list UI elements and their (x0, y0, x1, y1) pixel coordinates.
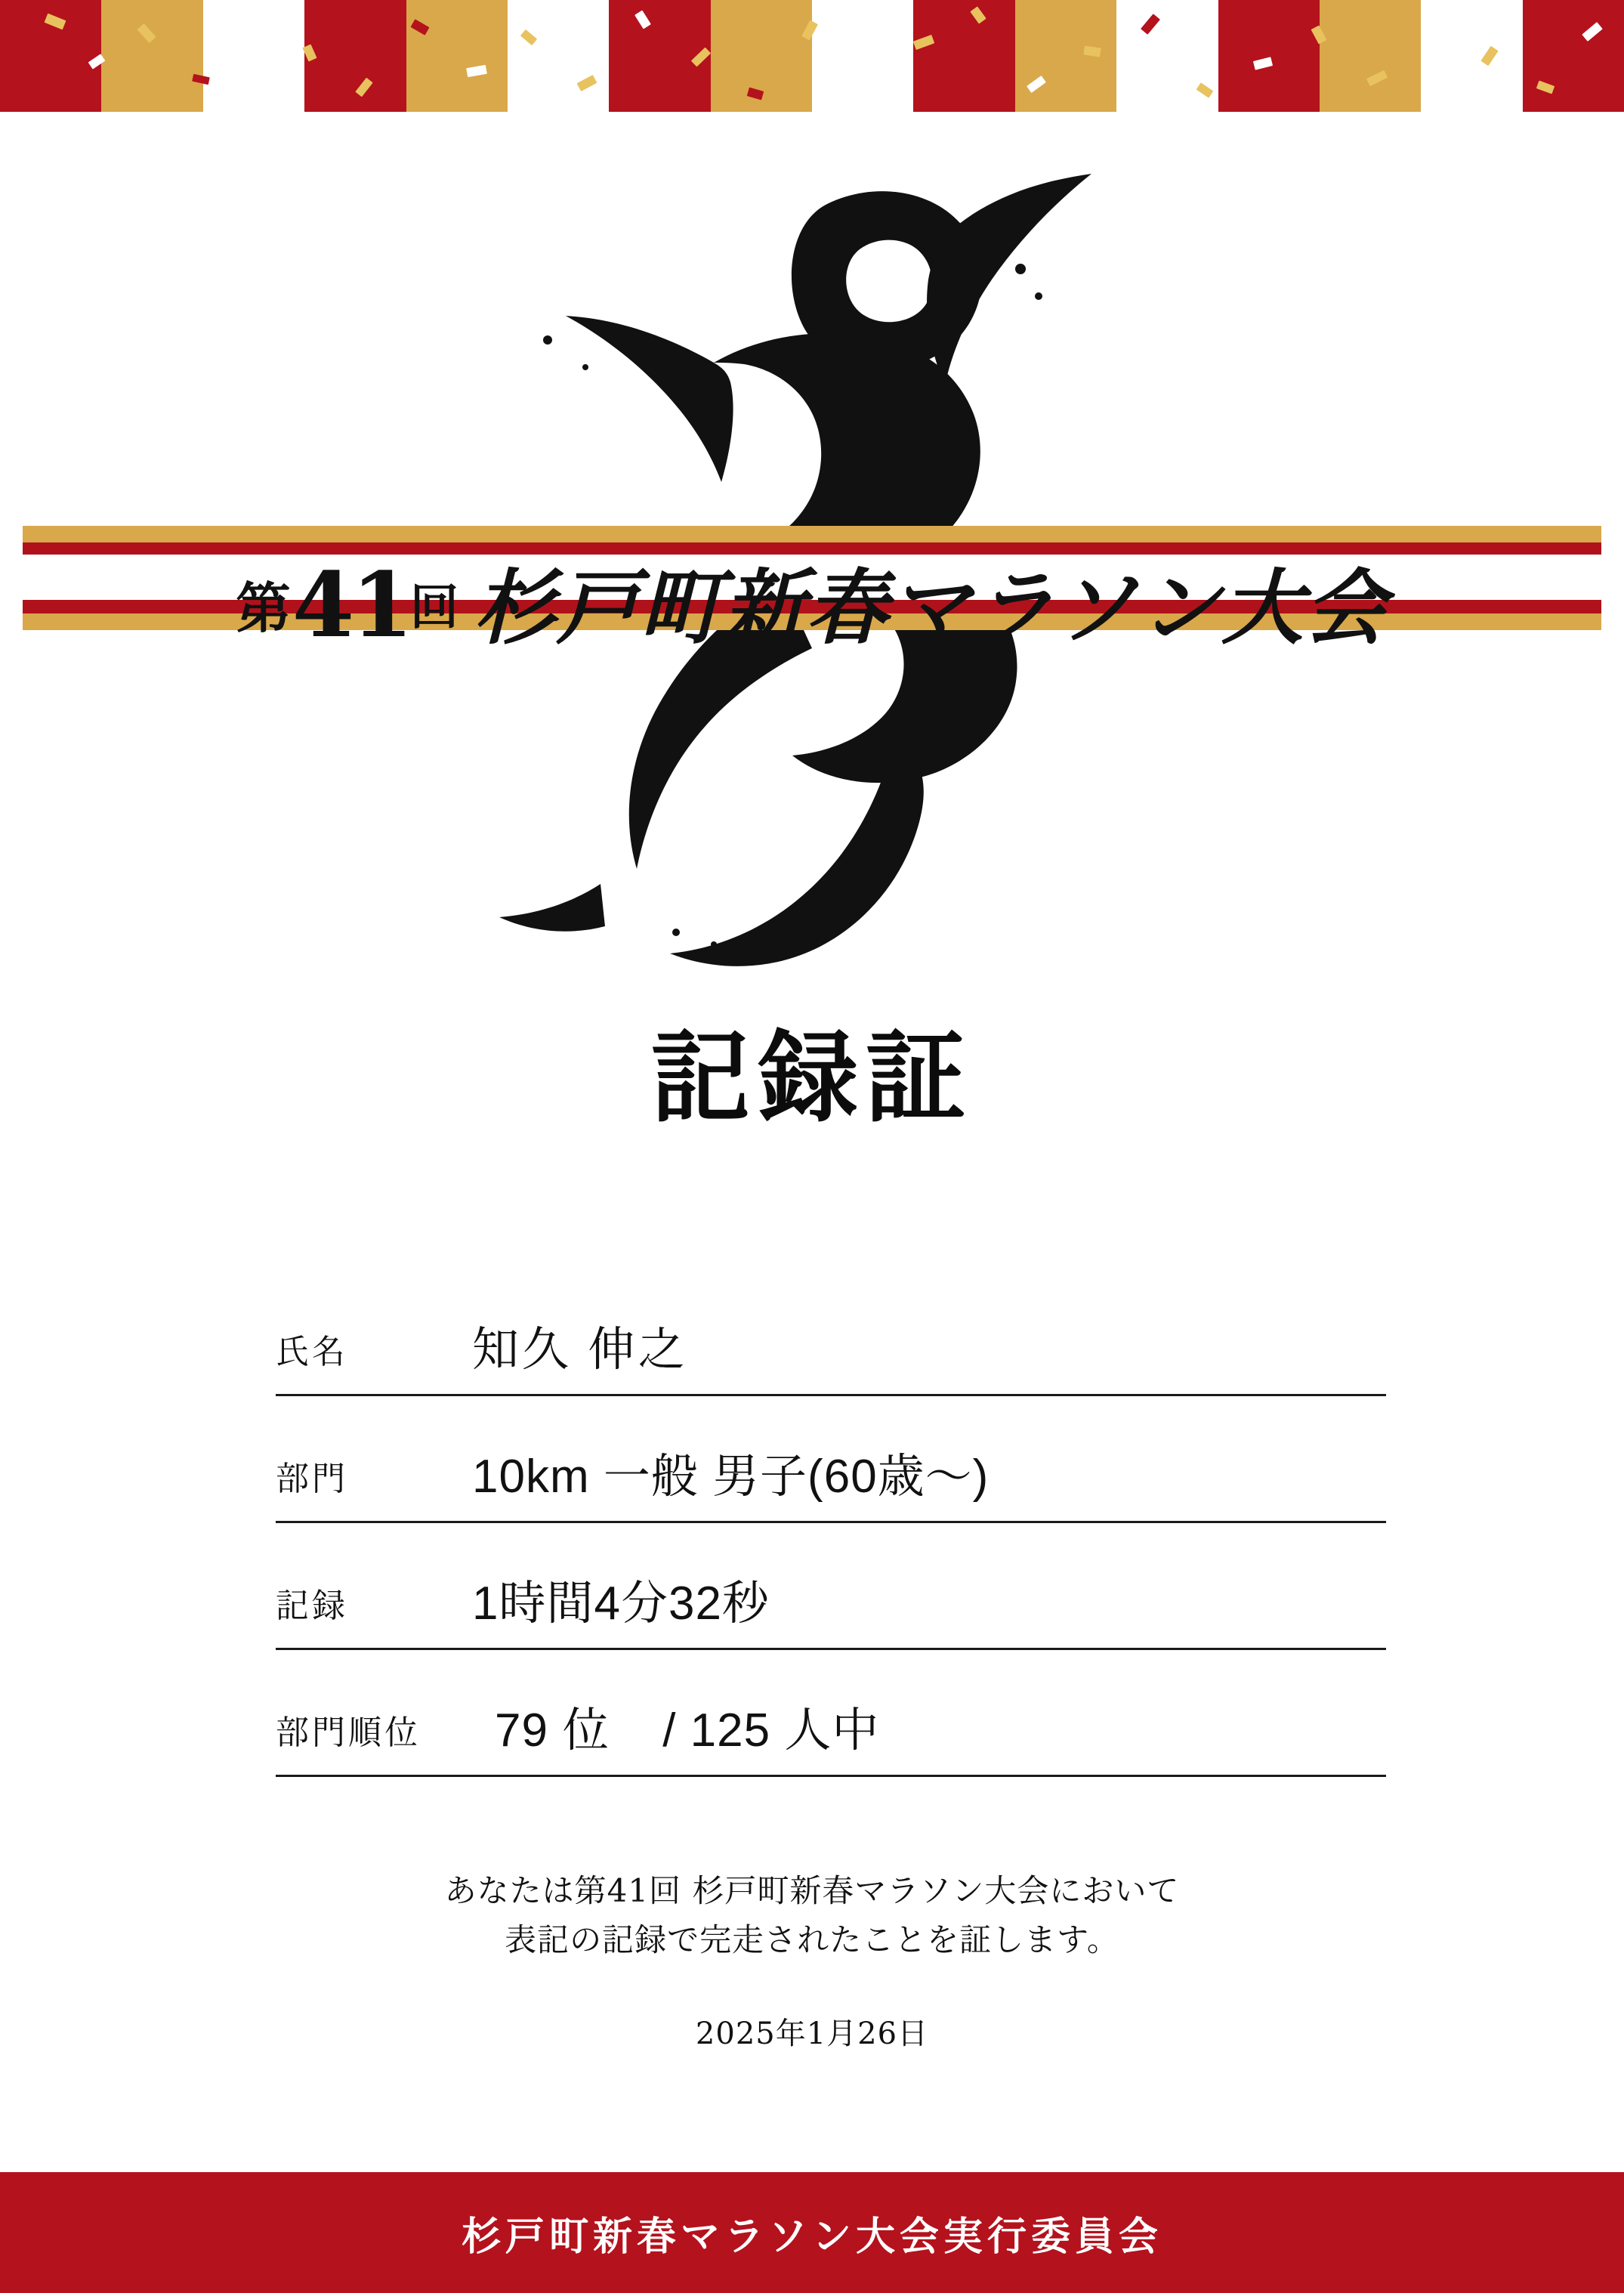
certificate-date: 2025年1月26日 (695, 2016, 929, 2051)
field-value-category: 10km 一般 男子(60歳〜) (472, 1451, 990, 1503)
footer-bar (0, 2172, 1624, 2293)
field-value-name: 知久 伸之 (472, 1324, 688, 1376)
event-name: 杉戸町新春マラソン大会 (474, 561, 1388, 656)
event-title (0, 542, 1624, 660)
banner-stripes (0, 0, 1624, 112)
field-row-category (276, 1396, 1386, 1523)
certification-statement (0, 1866, 1624, 1964)
statement-line-2: 表記の記録で完走されたことを証します。 (505, 1921, 1119, 1959)
footer-organization: 杉戸町新春マラソン大会実行委員会 (461, 2213, 1162, 2260)
band-stripe-gold-top (23, 526, 1601, 542)
page-title: 記録証 (651, 1019, 973, 1136)
field-value-time: 1時間4分32秒 (472, 1578, 770, 1630)
field-row-rank (276, 1650, 1386, 1777)
field-label-name: 氏名 (276, 1333, 348, 1371)
event-title-band (0, 521, 1624, 657)
field-value-rank-place: 79 位 (495, 1704, 610, 1757)
event-edition-suffix: 回 (410, 579, 461, 636)
decorative-confetti-banner (0, 0, 1624, 112)
field-label-rank: 部門順位 (276, 1714, 421, 1752)
field-row-time (276, 1523, 1386, 1650)
record-fields (276, 1269, 1386, 1777)
field-row-name (276, 1269, 1386, 1396)
field-value-rank-total: / 125 人中 (662, 1704, 880, 1757)
event-edition-number: 41 (292, 552, 411, 657)
field-label-time: 記録 (276, 1587, 348, 1625)
field-label-category: 部門 (276, 1460, 348, 1498)
event-edition-prefix: 第 (236, 576, 292, 640)
statement-line-1: あなたは第41回 杉戸町新春マラソン大会において (444, 1872, 1180, 1909)
